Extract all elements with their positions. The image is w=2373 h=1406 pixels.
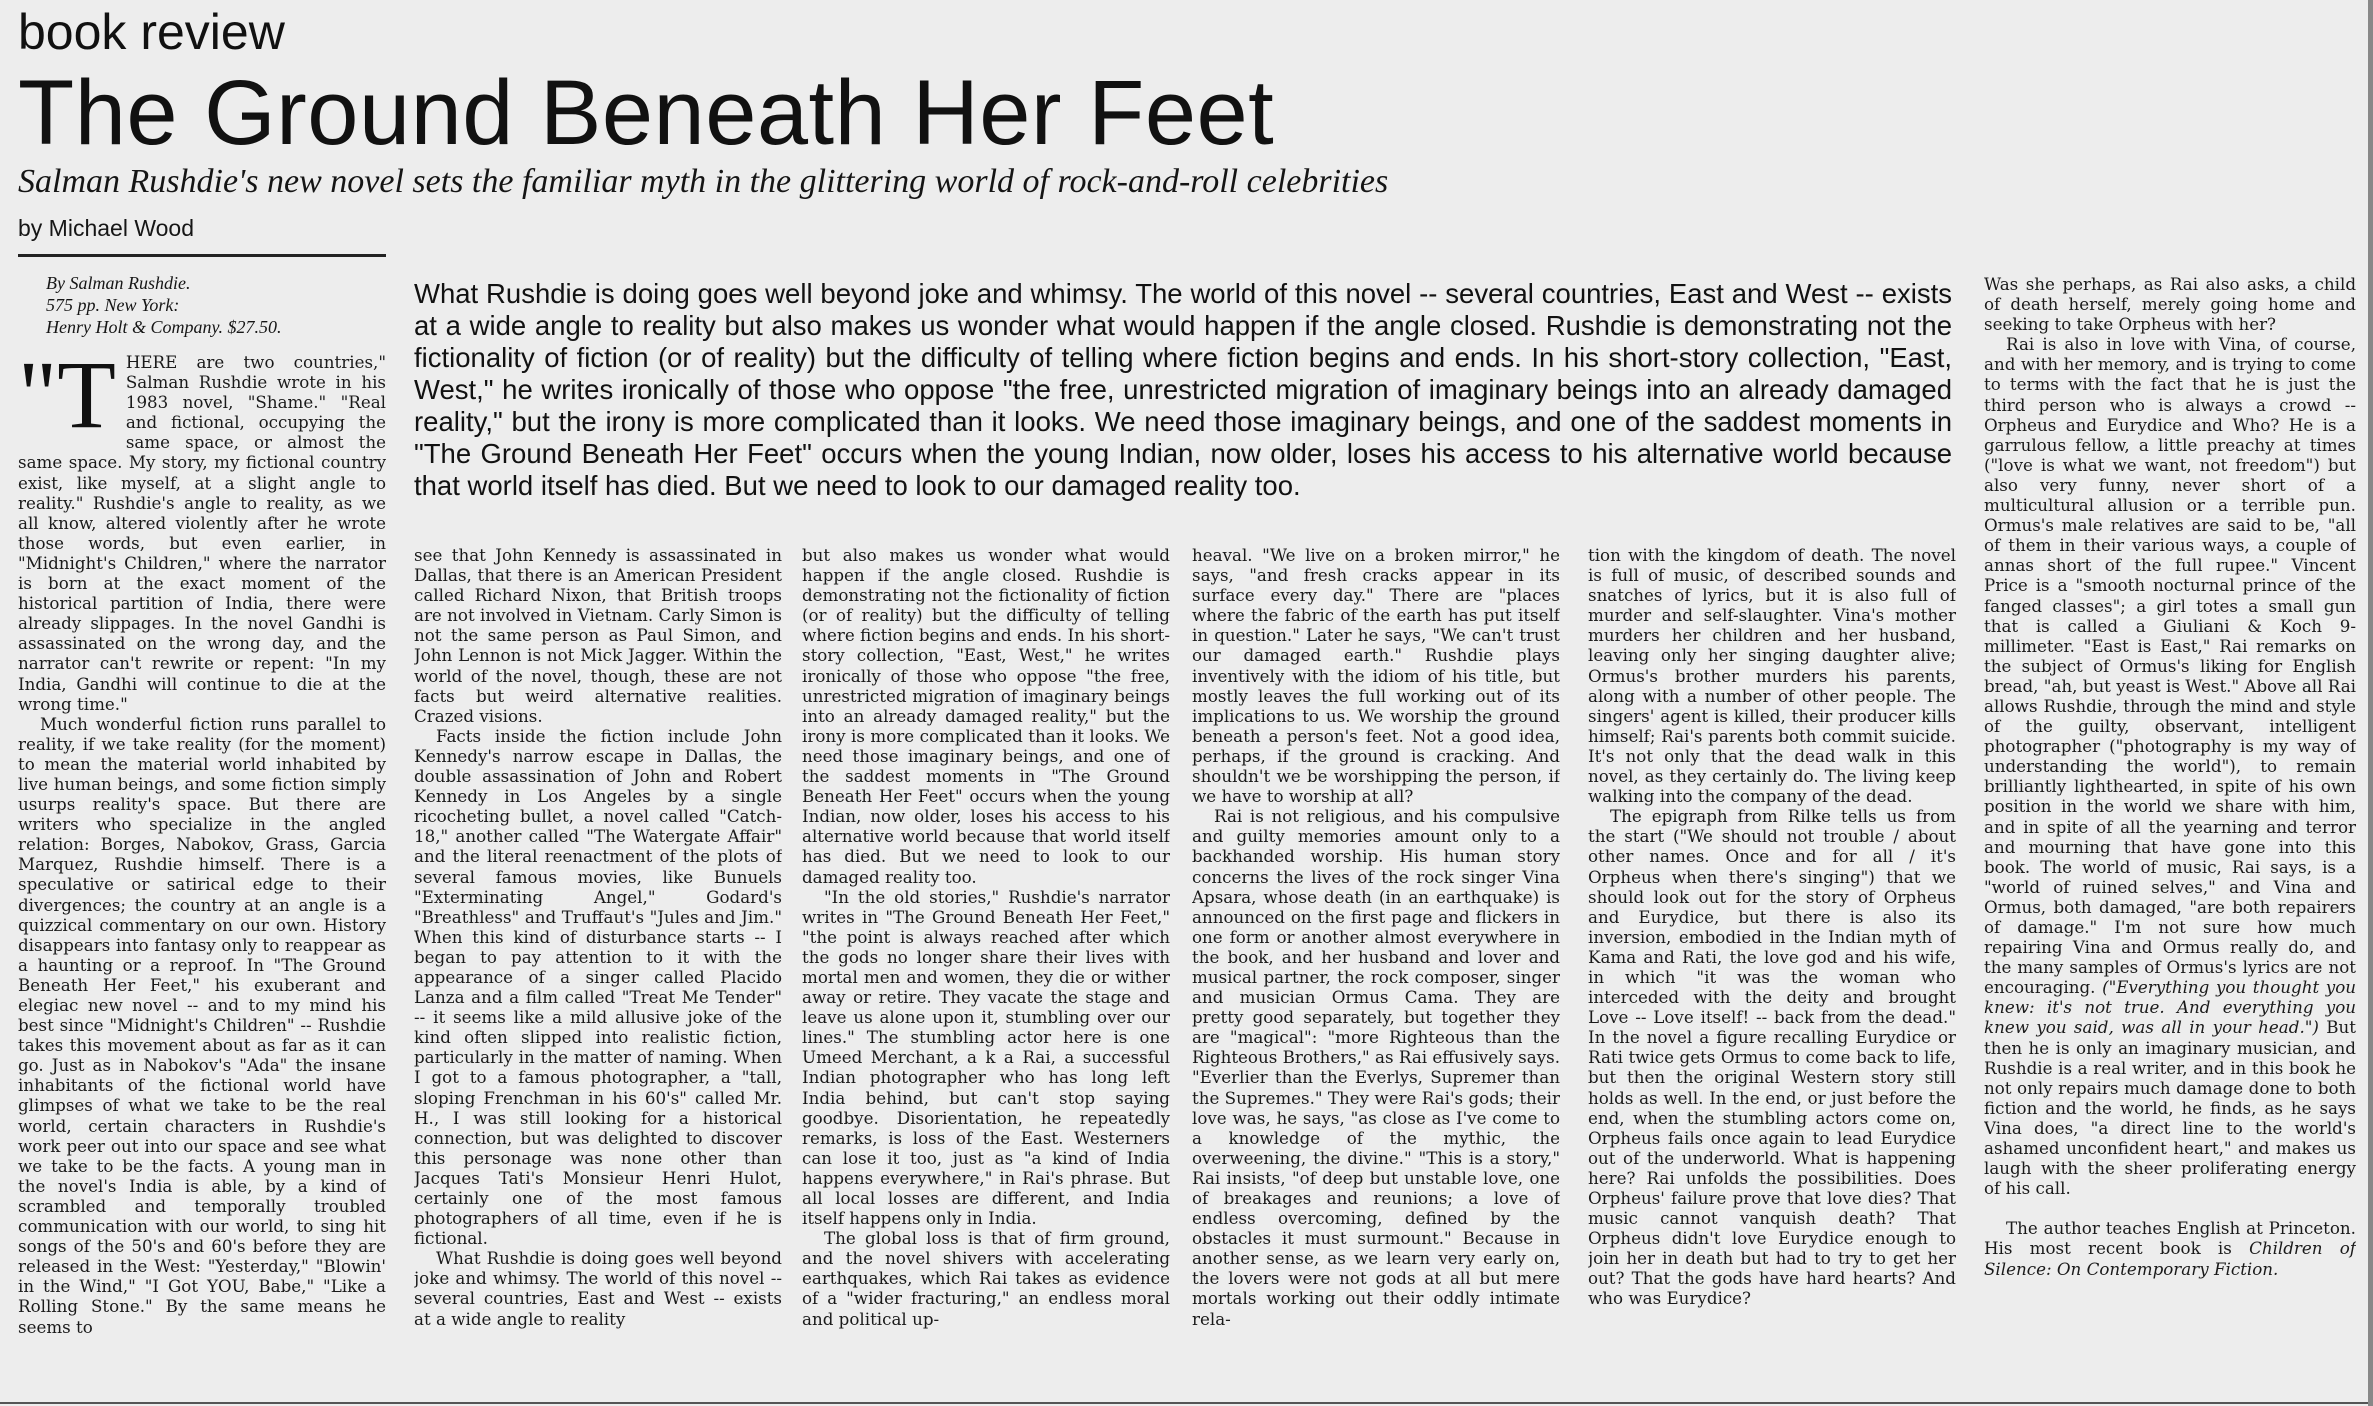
article-paragraph: but also makes us wonder what would happen if the angle closed. Rushdie is demonstrating not the fictionality of fiction (or of reality) but the difficulty of telling where fiction begins and ends. In his short-story collection, "East, West," he writes ironically of those who oppose "the free, unrestricted migration of imaginary beings into an already damaged reality," but the irony is more complicated than it looks. We need those imaginary beings, and one of the saddest moments in "The Ground Beneath Her Feet" occurs when the young Indian, now older, loses his access to his alternative world because that world itself has died. But we need to look to our damaged reality too.: [802, 545, 1170, 887]
page-edge: [2368, 0, 2373, 1406]
author-note: [1984, 1218, 2356, 1278]
author-note-text: The author teaches English at Princeton. His most recent book is: [1984, 1218, 2356, 1259]
article-paragraph: [18, 352, 386, 714]
article-column-2: [414, 545, 782, 1402]
book-author: By Salman Rushdie.: [46, 273, 191, 293]
section-kicker: book review: [18, 4, 285, 60]
article-paragraph: What Rushdie is doing goes well beyond joke and whimsy. The world of this novel -- several countries, East and West -- exists at a wide angle to reality: [414, 1248, 782, 1329]
article-paragraph: Much wonderful fiction runs parallel to reality, if we take reality (for the moment) to mean the material world inhabited by live human beings, and some fiction simply usurps reality's space. But there are writers who specialize in the angled relation: Borges, Nabokov, Grass, Garcia Marquez, Rushdie himself. There is a speculative or satirical edge to their divergences; the country at an angle is a quizzical commentary on our own. History disappears into fantasy only to reappear as a haunting or a reproof. In "The Ground Beneath Her Feet," his exuberant and elegiac new novel -- and to my mind his best since "Midnight's Children" -- Rushdie takes this movement about as far as it can go. Just as in Nabokov's "Ada" the insane inhabitants of the fictional world have glimpses of what we take to be the real world, certain characters in Rushdie's work peer out into our space and see what we take to be the facts. A young man in the novel's India is able, by a kind of scrambled and temporally troubled communication with our world, to sing hit songs of the 50's and 60's before they are released in the West: "Yesterday," "Blowin' in the Wind," "I Got YOU, Babe," "Like a Rolling Stone." By the same means he seems to: [18, 713, 386, 1337]
book-pages: 575 pp. New York:: [46, 295, 180, 315]
quoted-lyrics: ("Everything you thought you knew: it's not true. And everything you knew you said, was all in your head."): [1984, 977, 2356, 1038]
book-info: [46, 272, 386, 338]
drop-cap-letter: T: [57, 352, 116, 448]
article-paragraph: "In the old stories," Rushdie's narrator writes in "The Ground Beneath Her Feet," "the point is always reached after which the gods no longer share their lives with mortal men and women, they die or wither away or retire. They vacate the stage and leave us alone upon it, stumbling over our lines." The stumbling actor here is one Umeed Merchant, a k a Rai, a successful Indian photographer who has long left India behind, but can't stop saying goodbye. Disorientation, he repeatedly remarks, is loss of the East. Westerners can lose it too, just as "a kind of India happens everywhere," in Rai's phrase. But all local losses are different, and India itself happens only in India.: [802, 886, 1170, 1229]
article-column-4: [1192, 545, 1560, 1402]
article-paragraph: Facts inside the fiction include John Kennedy's narrow escape in Dallas, the double assassination of John and Robert Kennedy in Los Angeles by a single ricocheting bullet, a novel called "Catch-18," another called "The Watergate Affair" and the literal reenactment of the plots of several famous movies, like Bunuels "Exterminating Angel," Godard's "Breathless" and Truffaut's "Jules and Jim." When this kind of disturbance starts -- I began to pay attention to it with the appearance of a singer called Placido Lanza and a film called "Treat Me Tender" -- it seems like a mild allusive joke of the kind often slipped into realistic fiction, particularly in the matter of naming. When I got to a famous photographer, a "tall, sloping Frenchman in his 60's" called Mr. H., I was still looking for a historical connection, but was delighted to discover this personage was none other than Jacques Tati's Monsieur Henri Hulot, certainly one of the most famous photographers of all time, even if he is fictional.: [414, 725, 782, 1249]
subheadline: Salman Rushdie's new novel sets the familiar myth in the glittering world of rock-and-roll celebrities: [18, 163, 1389, 200]
article-column-6: [1984, 274, 2356, 1402]
author-book-title: Children of Silence: On Contemporary Fiction.: [1984, 1238, 2356, 1279]
article-paragraph: The epigraph from Rilke tells us from the start ("We should not trouble / about other names. Once and for all / it's Orpheus when there's singing") that we should look out for the story of Orpheus and Eurydice, but there is also its inversion, embodied in the Indian myth of Kama and Rati, the love god and his wife, in which "it was the woman who interceded with the deity and brought Love -- Love itself! -- back from the dead." In the novel a figure recalling Eurydice or Rati twice gets Ormus to come back to life, but then the original Western story still holds as well. In the end, or just before the end, when the stumbling actors come on, Orpheus fails once again to lead Eurydice out of the underworld. What is happening here? Rai unfolds the possibilities. Does Orpheus' failure prove that love dies? That music cannot vanquish death? That Orpheus didn't love Eurydice enough to join her in death but had to try to get her out? That the gods have hard hearts? And who was Eurydice?: [1588, 806, 1956, 1309]
pull-quote: What Rushdie is doing goes well beyond joke and whimsy. The world of this novel -- several countries, East and West -- exists at a wide angle to reality but also makes us wonder what would happen if the angle closed. Rushdie is demonstrating not the fictionality of fiction (or of reality) but the difficulty of telling where fiction begins and ends. In his short-story collection, "East, West," he writes ironically of those who oppose "the free, unrestricted migration of imaginary beings into an already damaged reality," but the irony is more complicated than it looks. We need those imaginary beings, and one of the saddest moments in "The Ground Beneath Her Feet" occurs when the young Indian, now older, loses his access to his alternative world because that world itself has died. But we need to look to our damaged reality too.: [414, 278, 1952, 501]
article-column-3: [802, 545, 1170, 1402]
article-column-5: [1588, 545, 1956, 1402]
paragraph-text: But then he is only an imaginary musician, and Rushdie is a real writer, and in this book he not only repairs much damage done to both fiction and the world, he finds, as he says Vina does, "a direct line to the world's ashamed unconfident heart," and makes us laugh with the sheer proliferating energy of his call.: [1984, 1017, 2356, 1199]
byline: by Michael Wood: [18, 215, 194, 241]
article-paragraph: tion with the kingdom of death. The novel is full of music, of described sounds and snatches of lyrics, but it is also full of murder and self-slaughter. Vina's mother murders her children and her husband, leaving only her singing daughter alive; Ormus's brother murders his parents, along with a number of other people. The singers' agent is killed, their producer kills himself; Rai's parents both commit suicide. It's not only that the dead walk in this novel, as they certainly do. The living keep walking into the company of the dead.: [1588, 545, 1956, 807]
article-paragraph: The global loss is that of firm ground, and the novel shivers with accelerating earthquakes, which Rai takes as evidence of a "wider fracturing," an endless moral and political up-: [802, 1228, 1170, 1329]
paragraph-text: HERE are two countries," Salman Rushdie wrote in his 1983 novel, "Shame." "Real and fictional, occupying the same space, or almost the same space. My story, my fictional country exist, like myself, at a slight angle to reality." Rushdie's angle to reality, as we all know, altered violently after he wrote those words, but even earlier, in "Midnight's Children," where the narrator is born at the exact moment of the historical partition of India, there were already slippages. In the novel Gandhi is assassinated on the wrong day, and the narrator can't rewrite or repent: "In my India, Gandhi will continue to die at the wrong time.": [18, 352, 386, 714]
paragraph-text: Rai is also in love with Vina, of course, and with her memory, and is trying to come to terms with the fact that he is just the third person who is always a crowd -- Orpheus and Eurydice and Who? He is a garrulous fellow, a little preachy at times ("love is what we want, not freedom") but also very funny, never short of a multicultural allusion or a terrible pun. Ormus's male relatives are said to be, "all of them in their various ways, a couple of annas short of the full rupee." Vincent Price is a "smooth nocturnal prince of the fanged classes"; a girl totes a small gun that is called a Giuliani & Koch 9-millimeter. "East is East," Rai remarks on the subject of Ormus's liking for English bread, "ah, but yeast is West." Above all Rai allows Rushdie, through the mind and style of the guilty, observant, intelligent photographer ("photography is my way of understanding the world"), to remain brilliantly lighthearted, in spite of his own position in the world we share with him, and in spite of all the yearning and terror and mourning that have gone into this book. The world of music, Rai says, is a "world of ruined selves," and Vina and Ormus, both damaged, "are both repairers of damage." I'm not sure how much repairing Vina and Ormus really do, and the many samples of Ormus's lyrics are not encouraging.: [1984, 334, 2356, 998]
drop-cap-quote: ": [18, 352, 58, 448]
headline: The Ground Beneath Her Feet: [18, 62, 1275, 164]
article-column-1: [18, 352, 386, 1402]
article-paragraph: see that John Kennedy is assassinated in Dallas, that there is an American President called Richard Nixon, that British troops are not involved in Vietnam. Carly Simon is not the same person as Paul Simon, and John Lennon is not Mick Jagger. Within the world of the novel, though, these are not facts but weird alternative realities. Crazed visions.: [414, 545, 782, 726]
article-paragraph: heaval. "We live on a broken mirror," he says, "and fresh cracks appear in its surface every day." There are "places where the fabric of the earth has put itself in question." Later he says, "We can't trust our damaged earth." Rushdie plays inventively with the idiom of his title, but mostly leaves the full working out of its implications to us. We worship the ground beneath a person's feet. Not a good idea, perhaps, if the ground is cracking. And shouldn't we be worshipping the person, if we have to worship at all?: [1192, 545, 1560, 807]
byline-rule: [18, 254, 386, 257]
bottom-rule: [0, 1402, 2373, 1404]
article-paragraph: [1984, 334, 2356, 1198]
book-publisher: Henry Holt & Company. $27.50.: [46, 317, 282, 337]
drop-cap: [18, 352, 116, 448]
article-paragraph: Was she perhaps, as Rai also asks, a child of death herself, merely going home and seeking to take Orpheus with her?: [1984, 274, 2356, 335]
article-paragraph: Rai is not religious, and his compulsive and guilty memories amount only to a backhanded worship. His human story concerns the lives of the rock singer Vina Apsara, whose death (in an earthquake) is announced on the first page and flickers in one form or another almost everywhere in the book, and her husband and lover and musical partner, the rock composer, singer and musician Ormus Cama. They are pretty good separately, but together they are "magical": "more Righteous than the Righteous Brothers," as Rai effusively says. "Everlier than the Everlys, Supremer than the Supremes." They were Rai's gods; their love was, he says, "as close as I've come to a knowledge of the mythic, the overweening, the divine." "This is a story," Rai insists, "of deep but unstable love, one of breakages and reunions; a love of endless overcoming, defined by the obstacles it must surmount." Because in another sense, as we learn very early on, the lovers were not gods at all but mere mortals working out their oddly intimate rela-: [1192, 806, 1560, 1329]
